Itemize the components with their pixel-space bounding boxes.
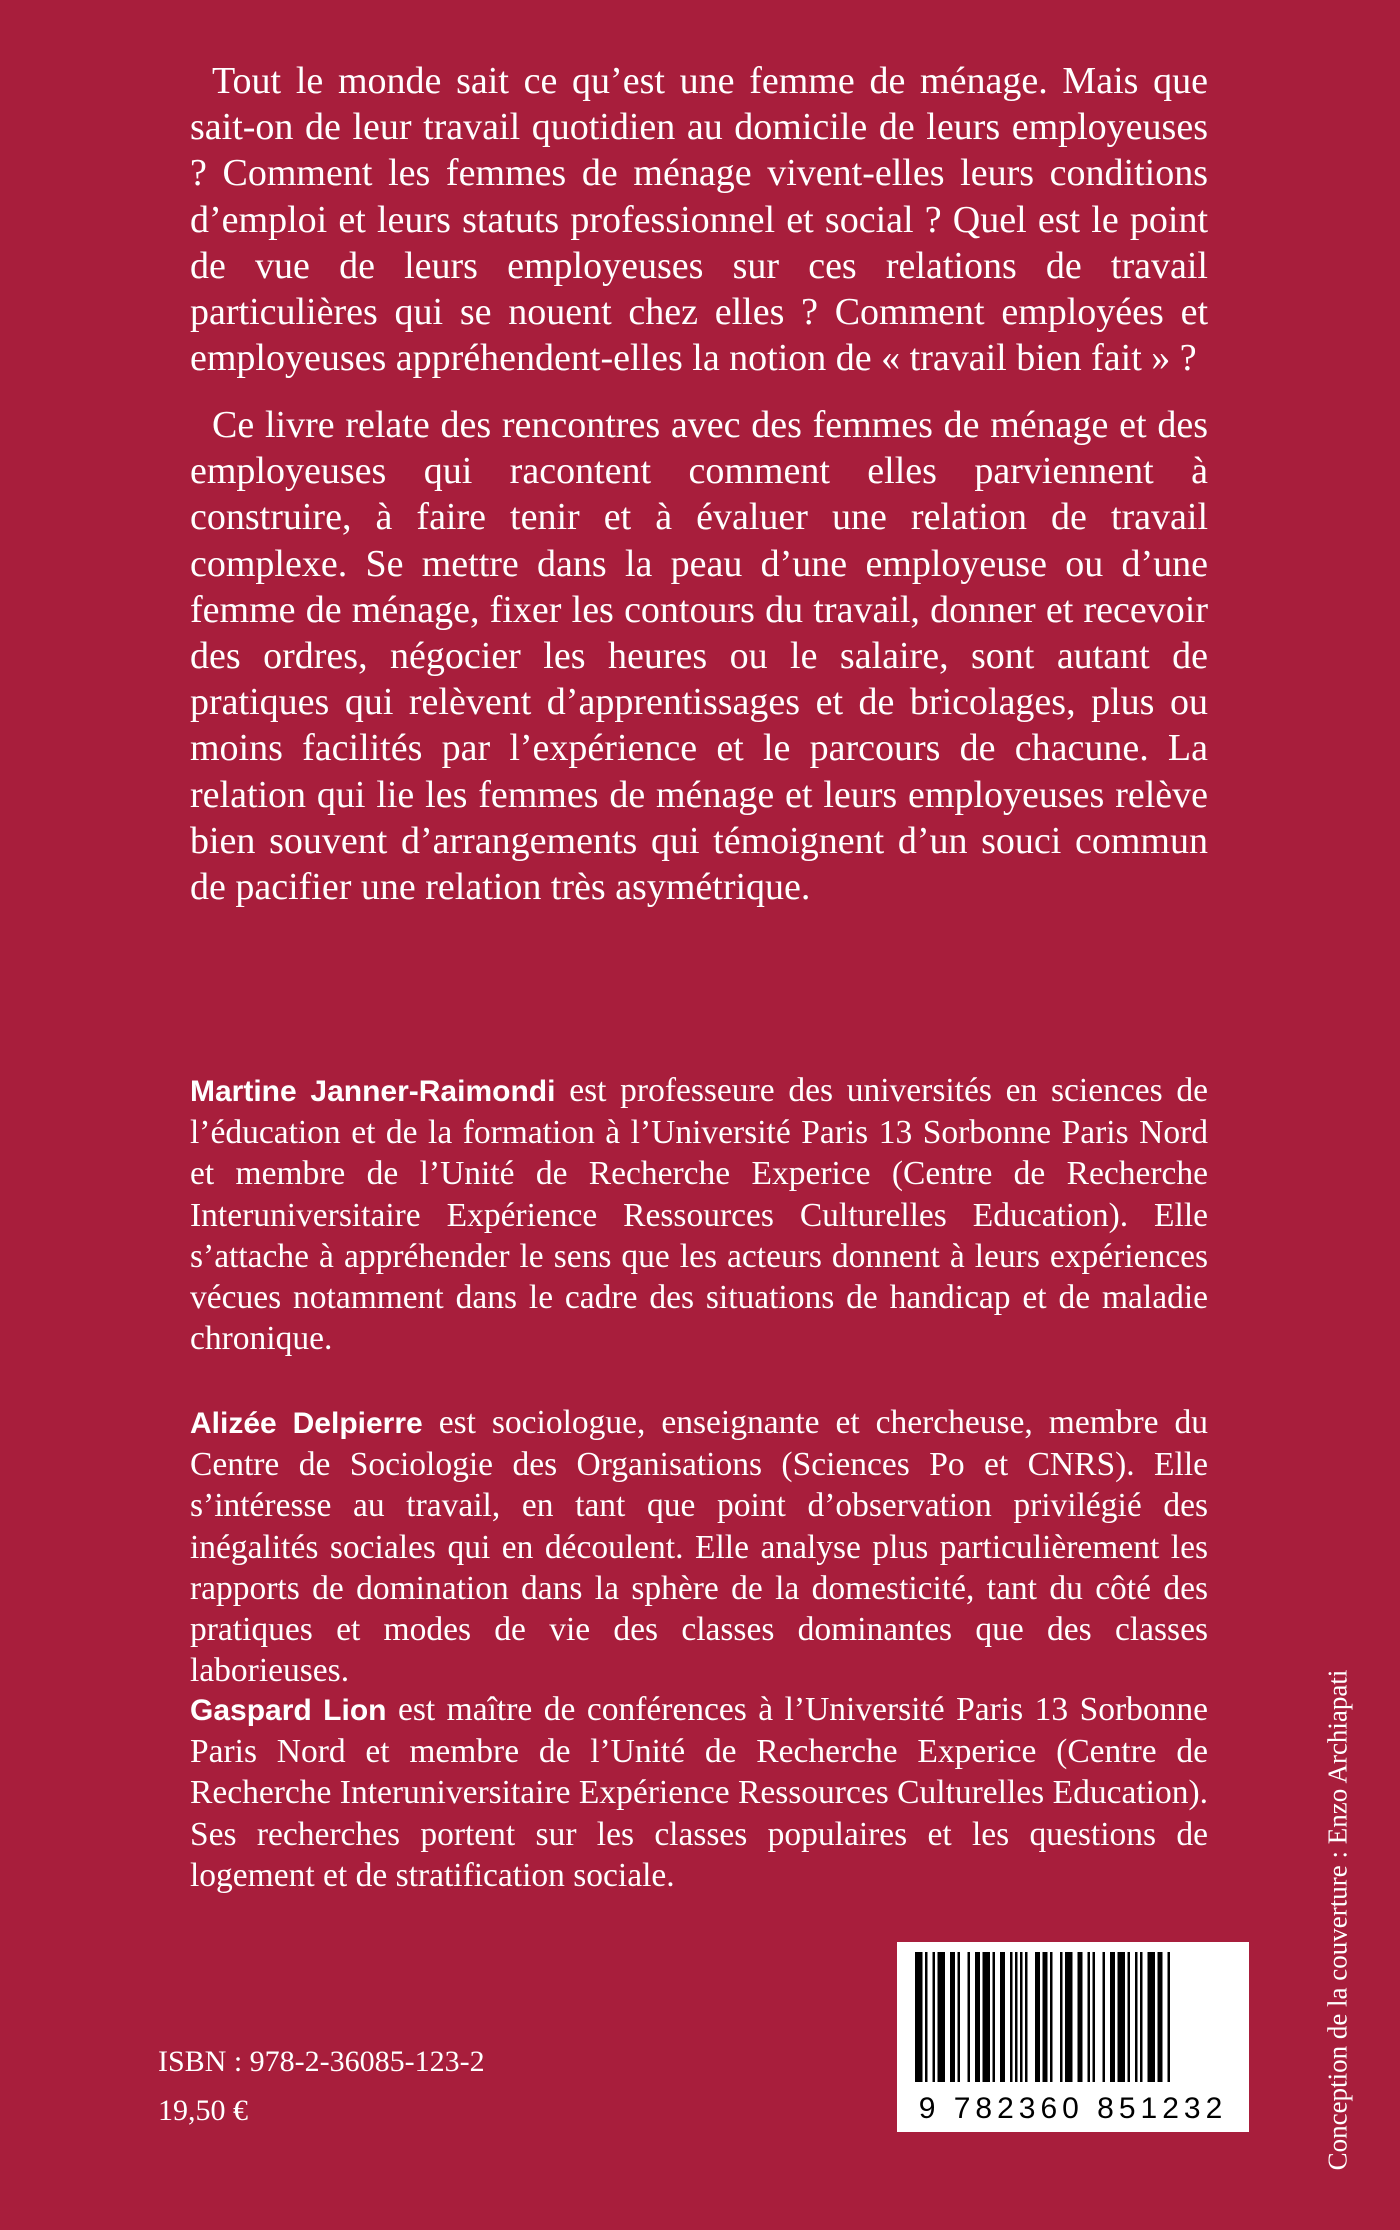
author-name: Martine Janner-Raimondi xyxy=(190,1075,556,1108)
barcode-bar xyxy=(1015,1952,1018,2082)
author-bio-text: est sociologue, enseignante et chercheuse, membre du Centre de Sociologie des Organisations (Sciences Po et CNRS). Elle s’intéresse au travail, en tant que point d’observation privilégié des inégalités sociales qui en découlent. Elle analyse plus particulièrement les rapports de domination dans la sphère de la domesticité, tant du côté des pratiques et modes de vie des classes dominantes que des classes laborieuses. xyxy=(190,1404,1209,1690)
barcode-bar xyxy=(993,1952,996,2082)
barcode-bar xyxy=(975,1952,980,2082)
barcode-bar xyxy=(938,1952,946,2082)
barcode-bar xyxy=(1118,1952,1126,2082)
barcode-bar xyxy=(1093,1952,1096,2082)
barcode-bar xyxy=(1020,1952,1023,2082)
barcode-bar xyxy=(1103,1952,1106,2082)
barcode-bar xyxy=(1025,1952,1028,2082)
author-name: Alizée Delpierre xyxy=(190,1407,423,1440)
author-bio-text: est professeure des universités en sciences de l’éducation et de la formation à l’Université Paris 13 Sorbonne Paris Nord et membre de l’Unité de Recherche Experice (Centre de Recherche Interuniversitaire Expérience Ressources Culturelles Education). Elle s’attache à appréhender le sens que les acteurs donnent à leurs expériences vécues notamment dans le cadre des situations de handicap et de maladie chronique. xyxy=(190,1072,1208,1358)
barcode-bar xyxy=(1140,1952,1143,2082)
barcode-bar xyxy=(1065,1952,1073,2082)
cover-design-credit: Conception de la couverture : Enzo Archiapati xyxy=(1322,1669,1353,2171)
barcode-bars xyxy=(913,1952,1233,2082)
barcode-bar xyxy=(1035,1952,1040,2082)
author-bio-text: est maître de conférences à l’Université Paris 13 Sorbonne Paris Nord et membre de l’Unité de Recherche Experice (Centre de Recherche Interuniversitaire Expérience Ressources Culturelles Education). Ses recherches portent sur les classes populaires et les questions de logement et de stratification sociale. xyxy=(190,1691,1209,1894)
barcode-bar xyxy=(1060,1952,1063,2082)
author-bio-lion xyxy=(190,1689,1208,1896)
barcode-bar xyxy=(1148,1952,1156,2082)
barcode-bar xyxy=(1128,1952,1131,2082)
barcode-bar xyxy=(1168,1952,1171,2082)
barcode xyxy=(897,1942,1249,2132)
barcode-bar xyxy=(1158,1952,1163,2082)
barcode-bar xyxy=(958,1952,961,2082)
summary-paragraph-1: Tout le monde sait ce qu’est une femme de ménage. Mais que sait-on de leur travail quotidien au domicile de leurs employeuses ? Comment les femmes de ménage vivent-elles leurs conditions d’emploi et leurs statuts professionnel et social ? Quel est le point de vue de leurs employeuses sur ces relations de travail particulières qui se nouent chez elles ? Comment employées et employeuses appréhendent-elles la notion de « travail bien fait » ? xyxy=(190,60,1208,380)
barcode-bar xyxy=(1043,1952,1048,2082)
barcode-digits: 9 782360 851232 xyxy=(918,2092,1228,2125)
author-name: Gaspard Lion xyxy=(190,1694,387,1727)
barcode-bar xyxy=(968,1952,971,2082)
barcode-bar xyxy=(925,1952,928,2082)
barcode-bar xyxy=(933,1952,936,2082)
summary-paragraph-2: Ce livre relate des rencontres avec des femmes de ménage et des employeuses qui racontent comment elles parviennent à construire, à faire tenir et à évaluer une relation de travail complexe. Se mettre dans la peau d’une employeuse ou d’une femme de ménage, fixer les contours du travail, donner et recevoir des ordres, négocier les heures ou le salaire, sont autant de pratiques qui relèvent d’apprentissages et de bricolages, plus ou moins facilités par l’expérience et le parcours de chacune. La relation qui lie les femmes de ménage et leurs employeuses relève bien souvent d’arrangements qui témoignent d’un souci commun de pacifier une relation très asymétrique. xyxy=(190,404,1208,909)
barcode-bar xyxy=(1110,1952,1115,2082)
barcode-bar xyxy=(950,1952,955,2082)
author-bio-delpierre xyxy=(190,1402,1208,1691)
barcode-bar xyxy=(1050,1952,1053,2082)
barcode-bar xyxy=(1135,1952,1138,2082)
barcode-bar xyxy=(915,1952,923,2082)
barcode-bar xyxy=(1088,1952,1091,2082)
barcode-bar xyxy=(1000,1952,1005,2082)
price-label: 19,50 € xyxy=(158,2094,248,2127)
barcode-bar xyxy=(1010,1952,1013,2082)
barcode-bar xyxy=(983,1952,991,2082)
barcode-bar xyxy=(1078,1952,1083,2082)
author-bio-janner-raimondi xyxy=(190,1070,1208,1359)
isbn-label: ISBN : 978-2-36085-123-2 xyxy=(158,2045,485,2078)
